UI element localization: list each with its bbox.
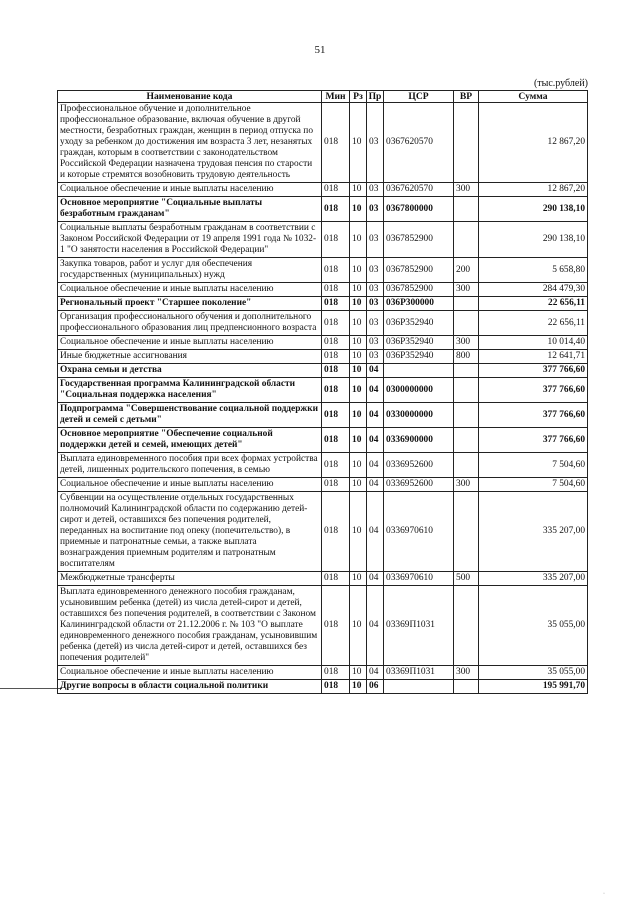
- cell-pr: 04: [367, 492, 384, 572]
- cell-pr: 03: [367, 103, 384, 183]
- cell-vr: [454, 428, 479, 453]
- cell-name: Государственная программа Калининградской области "Социальная поддержка населения": [58, 378, 322, 403]
- cell-name: Подпрограмма "Совершенствование социальной поддержки детей и семей с детьми": [58, 403, 322, 428]
- table-row: [58, 492, 588, 572]
- table-row: [58, 572, 588, 586]
- units-label: (тыс.рублей): [533, 78, 588, 89]
- cell-rz: 10: [350, 364, 367, 378]
- cell-pr: 03: [367, 222, 384, 258]
- cell-rz: 10: [350, 492, 367, 572]
- cell-csr: 0367620570: [384, 183, 454, 197]
- cell-csr: 0367852900: [384, 222, 454, 258]
- cell-csr: 0300000000: [384, 378, 454, 403]
- cell-pr: 04: [367, 428, 384, 453]
- cell-sum: 10 014,40: [479, 336, 588, 350]
- cell-rz: 10: [350, 453, 367, 478]
- cell-pr: 03: [367, 197, 384, 222]
- table-row: [58, 350, 588, 364]
- cell-name: Социальные выплаты безработным гражданам в соответствии с Законом Российской Федерации от 19 апреля 1991 года № 1032-1 "О занятости населения в Российской Федерации": [58, 222, 322, 258]
- cell-rz: 10: [350, 258, 367, 283]
- cell-min: 018: [322, 492, 350, 572]
- cell-csr: 0336952600: [384, 453, 454, 478]
- cell-min: 018: [322, 403, 350, 428]
- cell-name: Основное мероприятие "Социальные выплаты безработным гражданам": [58, 197, 322, 222]
- table-row: [58, 197, 588, 222]
- cell-vr: [454, 378, 479, 403]
- cell-sum: 35 055,00: [479, 586, 588, 666]
- cell-rz: 10: [350, 350, 367, 364]
- table-row: [58, 666, 588, 680]
- cell-name: Социальное обеспечение и иные выплаты населению: [58, 336, 322, 350]
- table-row: [58, 258, 588, 283]
- header-vr: ВР: [454, 91, 479, 103]
- cell-csr: 0336970610: [384, 572, 454, 586]
- cell-sum: 12 867,20: [479, 103, 588, 183]
- cell-name: Иные бюджетные ассигнования: [58, 350, 322, 364]
- cell-min: 018: [322, 666, 350, 680]
- cell-vr: [454, 364, 479, 378]
- table-row: [58, 453, 588, 478]
- cell-csr: 036P352940: [384, 350, 454, 364]
- cell-pr: 03: [367, 297, 384, 311]
- cell-pr: 04: [367, 478, 384, 492]
- cell-min: 018: [322, 197, 350, 222]
- cell-vr: [454, 586, 479, 666]
- cell-pr: 04: [367, 586, 384, 666]
- header-name: Наименование кода: [58, 91, 322, 103]
- cell-name: Профессиональное обучение и дополнительное профессиональное образование, включая обучение в другой местности, безработных граждан, женщин в период отпуска по уходу за ребенком до достижения им возраста 3 лет, незанятых граждан, которым в соответствии с законодательством Российской Федерации назначена трудовая пенсия по старости и которые стремятся возобновить трудовую деятельность: [58, 103, 322, 183]
- cell-name: Организация профессионального обучения и дополнительного профессионального образования лиц предпенсионного возраста: [58, 311, 322, 336]
- cell-min: 018: [322, 572, 350, 586]
- strike-line: [0, 688, 62, 689]
- table-row: [58, 336, 588, 350]
- cell-vr: [454, 403, 479, 428]
- table-row: [58, 403, 588, 428]
- cell-sum: 335 207,00: [479, 572, 588, 586]
- cell-rz: 10: [350, 428, 367, 453]
- header-sum: Сумма: [479, 91, 588, 103]
- cell-csr: [384, 680, 454, 694]
- cell-pr: 03: [367, 183, 384, 197]
- cell-name: Социальное обеспечение и иные выплаты населению: [58, 666, 322, 680]
- cell-pr: 04: [367, 403, 384, 428]
- cell-csr: 036P300000: [384, 297, 454, 311]
- table-row: [58, 680, 588, 694]
- cell-sum: 7 504,60: [479, 453, 588, 478]
- cell-vr: 200: [454, 258, 479, 283]
- cell-rz: 10: [350, 403, 367, 428]
- margin-mark: ·: [603, 891, 605, 897]
- cell-rz: 10: [350, 297, 367, 311]
- cell-pr: 04: [367, 378, 384, 403]
- page-number: 51: [314, 44, 326, 56]
- cell-name: Другие вопросы в области социальной политики: [58, 680, 322, 694]
- cell-min: 018: [322, 297, 350, 311]
- cell-csr: 0367852900: [384, 258, 454, 283]
- cell-sum: 5 658,80: [479, 258, 588, 283]
- cell-sum: 22 656,11: [479, 311, 588, 336]
- cell-vr: [454, 222, 479, 258]
- cell-sum: 35 055,00: [479, 666, 588, 680]
- cell-rz: 10: [350, 311, 367, 336]
- cell-sum: 377 766,60: [479, 378, 588, 403]
- cell-sum: 284 479,30: [479, 283, 588, 297]
- cell-vr: [454, 311, 479, 336]
- cell-vr: 300: [454, 478, 479, 492]
- cell-rz: 10: [350, 572, 367, 586]
- cell-min: 018: [322, 428, 350, 453]
- cell-rz: 10: [350, 103, 367, 183]
- cell-sum: 377 766,60: [479, 428, 588, 453]
- cell-vr: [454, 453, 479, 478]
- cell-name: Охрана семьи и детства: [58, 364, 322, 378]
- cell-pr: 06: [367, 680, 384, 694]
- cell-min: 018: [322, 103, 350, 183]
- table-row: [58, 183, 588, 197]
- cell-csr: 036P352940: [384, 311, 454, 336]
- table-row: [58, 428, 588, 453]
- cell-rz: 10: [350, 680, 367, 694]
- cell-name: Основное мероприятие "Обеспечение социальной поддержки детей и семей, имеющих детей": [58, 428, 322, 453]
- cell-csr: 03369П1031: [384, 666, 454, 680]
- cell-name: Социальное обеспечение и иные выплаты населению: [58, 478, 322, 492]
- cell-pr: 03: [367, 336, 384, 350]
- cell-rz: 10: [350, 283, 367, 297]
- table-row: [58, 364, 588, 378]
- cell-pr: 03: [367, 311, 384, 336]
- cell-csr: 0336970610: [384, 492, 454, 572]
- cell-vr: [454, 197, 479, 222]
- cell-min: 018: [322, 336, 350, 350]
- header-rz: Рз: [350, 91, 367, 103]
- cell-vr: [454, 492, 479, 572]
- header-pr: Пр: [367, 91, 384, 103]
- cell-name: Социальное обеспечение и иные выплаты населению: [58, 183, 322, 197]
- table-row: [58, 311, 588, 336]
- cell-csr: [384, 364, 454, 378]
- cell-pr: 04: [367, 453, 384, 478]
- table-row: [58, 378, 588, 403]
- cell-sum: 290 138,10: [479, 222, 588, 258]
- cell-min: 018: [322, 183, 350, 197]
- cell-sum: 7 504,60: [479, 478, 588, 492]
- cell-pr: 04: [367, 364, 384, 378]
- cell-vr: 500: [454, 572, 479, 586]
- cell-vr: [454, 297, 479, 311]
- cell-rz: 10: [350, 222, 367, 258]
- cell-vr: 800: [454, 350, 479, 364]
- cell-min: 018: [322, 680, 350, 694]
- table-body: [58, 103, 588, 694]
- cell-csr: 036P352940: [384, 336, 454, 350]
- cell-csr: 0367800000: [384, 197, 454, 222]
- cell-min: 018: [322, 283, 350, 297]
- cell-sum: 12 641,71: [479, 350, 588, 364]
- cell-rz: 10: [350, 586, 367, 666]
- cell-pr: 04: [367, 666, 384, 680]
- cell-min: 018: [322, 478, 350, 492]
- table-row: [58, 283, 588, 297]
- cell-min: 018: [322, 311, 350, 336]
- cell-sum: 377 766,60: [479, 403, 588, 428]
- cell-csr: 0367852900: [384, 283, 454, 297]
- cell-csr: 0367620570: [384, 103, 454, 183]
- cell-rz: 10: [350, 378, 367, 403]
- cell-sum: 335 207,00: [479, 492, 588, 572]
- table-header-row: [58, 91, 588, 103]
- cell-min: 018: [322, 453, 350, 478]
- cell-min: 018: [322, 350, 350, 364]
- cell-pr: 03: [367, 350, 384, 364]
- cell-pr: 03: [367, 258, 384, 283]
- table-row: [58, 103, 588, 183]
- cell-rz: 10: [350, 183, 367, 197]
- cell-csr: 03369П1031: [384, 586, 454, 666]
- cell-vr: [454, 103, 479, 183]
- table-row: [58, 297, 588, 311]
- table-row: [58, 222, 588, 258]
- table-row: [58, 586, 588, 666]
- cell-vr: 300: [454, 183, 479, 197]
- cell-vr: 300: [454, 283, 479, 297]
- cell-name: Закупка товаров, работ и услуг для обеспечения государственных (муниципальных) нужд: [58, 258, 322, 283]
- cell-sum: 12 867,20: [479, 183, 588, 197]
- cell-sum: 195 991,70: [479, 680, 588, 694]
- cell-min: 018: [322, 378, 350, 403]
- cell-rz: 10: [350, 666, 367, 680]
- cell-pr: 04: [367, 572, 384, 586]
- cell-min: 018: [322, 258, 350, 283]
- cell-rz: 10: [350, 336, 367, 350]
- cell-name: Социальное обеспечение и иные выплаты населению: [58, 283, 322, 297]
- cell-name: Выплата единовременного денежного пособия гражданам, усыновившим ребенка (детей) из числа детей-сирот и детей, оставшихся без попечения родителей, в соответствии с Законом Калининградской области от 21.12.2006 г. № 103 "О выплате единовременного денежного пособия гражданам, усыновившим ребенка (детей) из числа детей-сирот и детей, оставшихся без попечения родителей": [58, 586, 322, 666]
- cell-csr: 0336952600: [384, 478, 454, 492]
- cell-name: Межбюджетные трансферты: [58, 572, 322, 586]
- cell-min: 018: [322, 586, 350, 666]
- table-row: [58, 478, 588, 492]
- cell-min: 018: [322, 222, 350, 258]
- cell-name: Субвенции на осуществление отдельных государственных полномочий Калининградской области по содержанию детей-сирот и детей, оставшихся без попечения родителей, переданных на воспитание под опеку (попечительство), в приемные и патронатные семьи, а также выплата вознаграждения приемным родителям и патронатным воспитателям: [58, 492, 322, 572]
- header-csr: ЦСР: [384, 91, 454, 103]
- cell-rz: 10: [350, 197, 367, 222]
- cell-vr: 300: [454, 336, 479, 350]
- cell-name: Выплата единовременного пособия при всех формах устройства детей, лишенных родительского попечения, в семью: [58, 453, 322, 478]
- cell-name: Региональный проект "Старшее поколение": [58, 297, 322, 311]
- cell-csr: 0336900000: [384, 428, 454, 453]
- cell-sum: 290 138,10: [479, 197, 588, 222]
- cell-csr: 0330000000: [384, 403, 454, 428]
- cell-vr: 300: [454, 666, 479, 680]
- cell-rz: 10: [350, 478, 367, 492]
- budget-table: [57, 90, 588, 694]
- cell-sum: 22 656,11: [479, 297, 588, 311]
- cell-vr: [454, 680, 479, 694]
- cell-sum: 377 766,60: [479, 364, 588, 378]
- cell-pr: 03: [367, 283, 384, 297]
- header-min: Мин: [322, 91, 350, 103]
- cell-min: 018: [322, 364, 350, 378]
